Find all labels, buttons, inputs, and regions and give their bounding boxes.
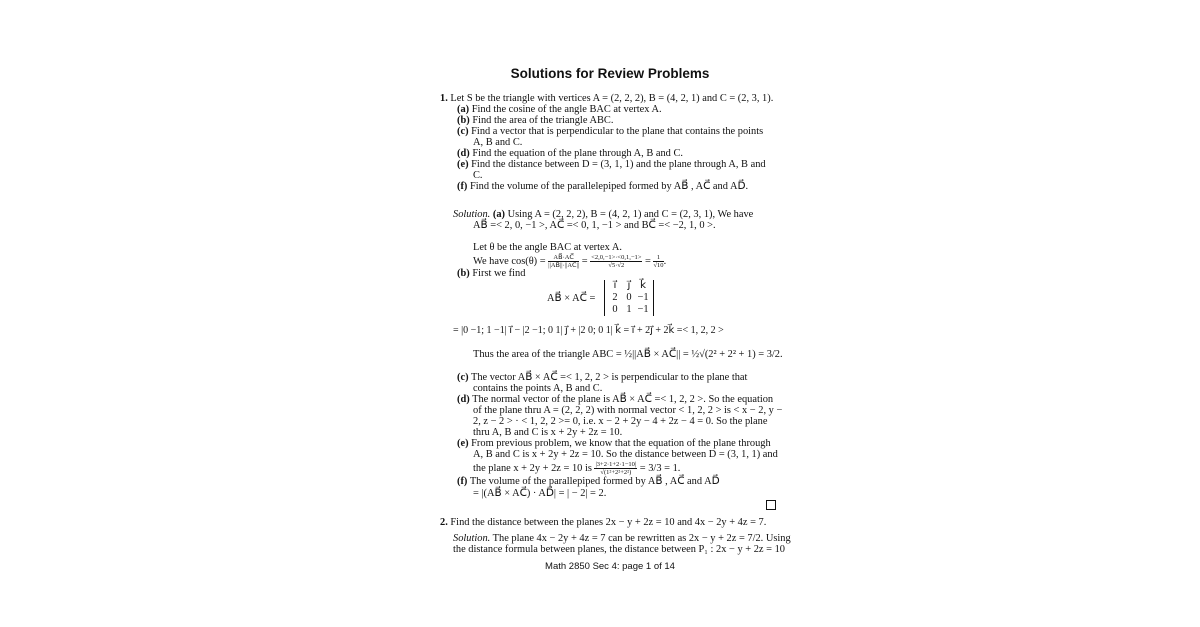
determinant-row [608, 304, 650, 316]
problem-1e-cont: C. [473, 170, 483, 181]
determinant-cell: k⃗ [639, 280, 647, 291]
problem-1d: (d) Find the equation of the plane through A, B and C. [457, 148, 683, 159]
problem-1-statement: 1. Let S be the triangle with vertices A = (2, 2, 2), B = (4, 2, 1) and C = (2, 3, 1). [440, 93, 774, 104]
determinant-cell: −1 [637, 292, 649, 303]
problem-1f: (f) Find the volume of the parallelepiped formed by AB⃗ , AC⃗ and AD⃗. [457, 181, 749, 192]
fraction: $\frac{|3+2\cdot 1+2\cdot 1-10|}{\text{√(1²+2²+2²)}}$ [595, 461, 637, 476]
solution-2-line1: Solution. The plane 4x − 2y + 4z = 7 can be rewritten as 2x − y + 2z = 7/2. Using [453, 533, 791, 544]
page-title: Solutions for Review Problems [510, 66, 710, 81]
problem-1a: (a) Find the cosine of the angle BAC at vertex A. [457, 104, 662, 115]
fraction: $\frac{AB⃗\cdot AC⃗}{||AB⃗||\cdot||AC⃗||}$ [548, 254, 580, 269]
determinant-cell: −1 [637, 304, 649, 315]
solution-1f-line1: (f) The volume of the parallepiped formed by AB⃗ , AC⃗ and AD⃗ [457, 476, 720, 487]
solution-1b-lead: (b) First we find [457, 268, 526, 279]
solution-1e-line3: the plane x + 2y + 2z = 10 is $\frac{|3+2\cdot 1+2\cdot 1-10|}{\text{√(1²+2²+2²)}}$ = 3/3 = 1. [473, 461, 681, 476]
determinant-cell: i⃗ [613, 280, 617, 291]
problem-1b: (b) Find the area of the triangle ABC. [457, 115, 614, 126]
solution-1d-line3: 2, z − 2 > · < 1, 2, 2 >= 0, i.e. x − 2 + 2y − 4 + 2z − 4 = 0. So the plane [473, 416, 768, 427]
solution-1d-line4: thru A, B and C is x + 2y + 2z = 10. [473, 427, 623, 438]
solution-1a-line2: AB⃗ =< 2, 0, −1 >, AC⃗ =< 0, 1, −1 > and BC⃗ =< −2, 1, 0 >. [473, 220, 716, 231]
determinant-cell: 1 [626, 304, 632, 315]
determinant-cell: 0 [626, 292, 632, 303]
problem-1c: (c) Find a vector that is perpendicular to the plane that contains the points [457, 126, 764, 137]
fraction: $\frac{1}{√10}$ [653, 254, 664, 269]
document-page [440, 0, 791, 627]
solution-1a-line1: Solution. (a) Using A = (2, 2, 2), B = (4, 2, 1) and C = (2, 3, 1), We have [453, 209, 754, 220]
determinant-row [608, 280, 650, 292]
solution-1b-area: Thus the area of the triangle ABC = ½||AB⃗ × AC⃗|| = ½√(2² + 2² + 1) = 3/2. [473, 349, 783, 360]
problem-2-statement: 2. Find the distance between the planes 2x − y + 2z = 10 and 4x − 2y + 4z = 7. [440, 517, 767, 528]
solution-1d-line2: of the plane thru A = (2, 2, 2) with normal vector < 1, 2, 2 > is < x − 2, y − [473, 405, 783, 416]
problem-1e: (e) Find the distance between D = (3, 1, 1) and the plane through A, B and [457, 159, 766, 170]
page-footer: Math 2850 Sec 4: page 1 of 14 [545, 561, 675, 572]
fraction: $\frac{<2,0,-1>\cdot<0,1,-1>}{√5\cdot√2}$ [591, 254, 642, 269]
solution-1e-line1: (e) From previous problem, we know that the equation of the plane through [457, 438, 771, 449]
determinant-expansion: = |0 −1; 1 −1| i⃗ − |2 −1; 0 1| j⃗ + |2 0; 0 1| k⃗ = i⃗ + 2j⃗ + 2k⃗ =< 1, 2, 2 > [453, 325, 724, 336]
problem-1c-cont: A, B and C. [473, 137, 523, 148]
solution-1a-theta: Let θ be the angle BAC at vertex A. [473, 242, 622, 253]
solution-1e-line2: A, B and C is x + 2y + 2z = 10. So the distance between D = (3, 1, 1) and [473, 449, 778, 460]
determinant-cell: j⃗ [627, 280, 631, 291]
determinant-cell: 2 [612, 292, 618, 303]
solution-1d-line1: (d) The normal vector of the plane is AB⃗ × AC⃗ =< 1, 2, 2 >. So the equation [457, 394, 774, 405]
solution-1c-line2: contains the points A, B and C. [473, 383, 603, 394]
solution-1f-line2: = |(AB⃗ × AC⃗) · AD⃗| = | − 2| = 2. [473, 488, 607, 499]
determinant-row [608, 292, 650, 304]
qed-box-icon [766, 500, 776, 510]
determinant-matrix [604, 280, 654, 316]
solution-2-line2: the distance formula between planes, the distance between P₁ : 2x − y + 2z = 10 [453, 544, 785, 555]
determinant-cell: 0 [612, 304, 618, 315]
solution-1a-cosine: We have cos(θ) = $\frac{AB⃗\cdot AC⃗}{||AB⃗||\cdot||AC⃗||}$ = $\frac{<2,0,-1>\cdot<0,1,-1>}{√5\cdot√2}$ = $\frac{1}{√10}$ . [473, 254, 667, 269]
cross-product-lead: AB⃗ × AC⃗ = [547, 293, 596, 304]
solution-1c-line1: (c) The vector AB⃗ × AC⃗ =< 1, 2, 2 > is perpendicular to the plane that [457, 372, 748, 383]
